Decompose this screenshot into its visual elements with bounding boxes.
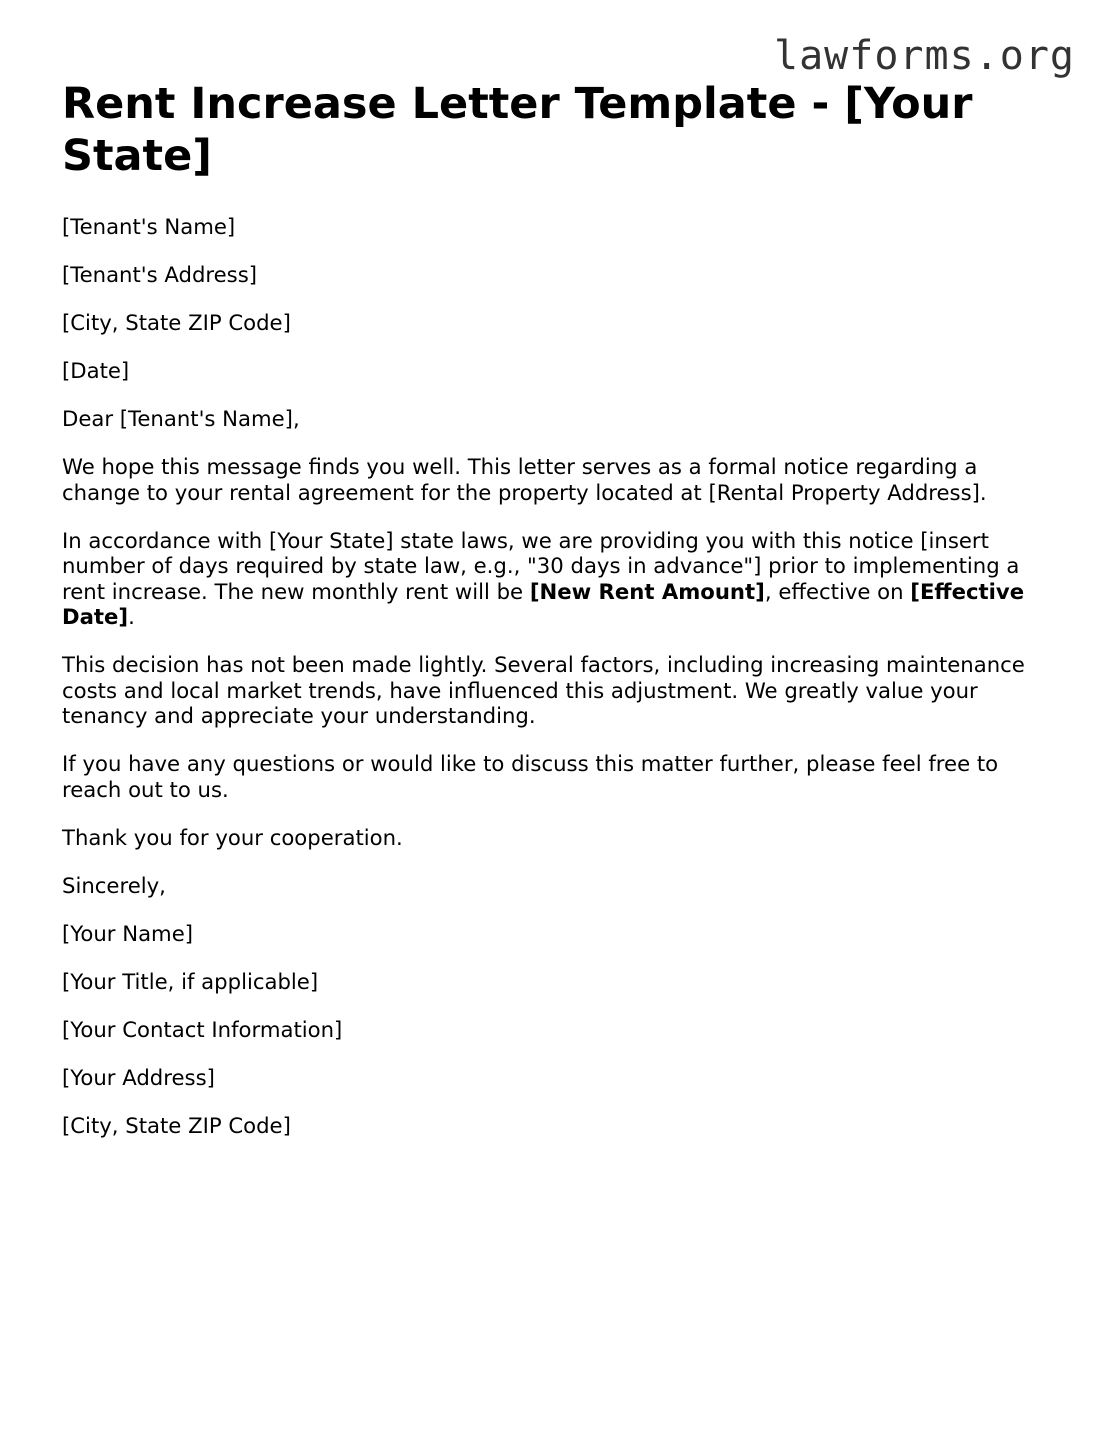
notice-text-c: . bbox=[128, 604, 135, 629]
letter-document bbox=[62, 78, 1052, 1161]
effective-date: [Effective Date] bbox=[62, 578, 1025, 629]
paragraph-reasons: This decision has not been made lightly. Several factors, including increasing maintenance costs and local market trends, have influenced this adjustment. We greatly value your tenancy and appreciate your understanding. bbox=[62, 652, 1025, 728]
notice-text-a: In accordance with [Your State] state laws, we are providing you with this notice [insert number of days required by state law, e.g., "30 days in advance"] prior to implementing a rent increase. The new monthly rent will be bbox=[62, 527, 1020, 604]
signature-name: [Your Name] bbox=[62, 920, 194, 946]
tenant-name-line: [Tenant's Name] bbox=[62, 214, 236, 239]
tenant-city-state-zip-line: [City, State ZIP Code] bbox=[62, 310, 291, 335]
paragraph-thanks: Thank you for your cooperation. bbox=[62, 824, 403, 850]
notice-text-b: , effective on bbox=[764, 578, 911, 604]
signature-contact: [Your Contact Information] bbox=[62, 1016, 343, 1042]
paragraph-questions: If you have any questions or would like to discuss this matter further, please feel free to reach out to us. bbox=[62, 751, 999, 802]
signature-address: [Your Address] bbox=[62, 1064, 215, 1090]
closing: Sincerely, bbox=[62, 872, 166, 898]
new-rent-amount: [New Rent Amount] bbox=[529, 578, 765, 604]
paragraph-notice bbox=[62, 528, 1052, 630]
tenant-address-line: [Tenant's Address] bbox=[62, 262, 258, 287]
lawforms-watermark: lawforms.org bbox=[774, 33, 1075, 79]
date-line: [Date] bbox=[62, 358, 130, 383]
document-title: Rent Increase Letter Template - [Your State] bbox=[62, 79, 973, 181]
signature-city-state-zip: [City, State ZIP Code] bbox=[62, 1112, 291, 1138]
paragraph-intro: We hope this message finds you well. This letter serves as a formal notice regarding a change to your rental agreement for the property located at [Rental Property Address]. bbox=[62, 454, 987, 505]
salutation: Dear [Tenant's Name], bbox=[62, 406, 300, 431]
signature-title: [Your Title, if applicable] bbox=[62, 968, 319, 994]
